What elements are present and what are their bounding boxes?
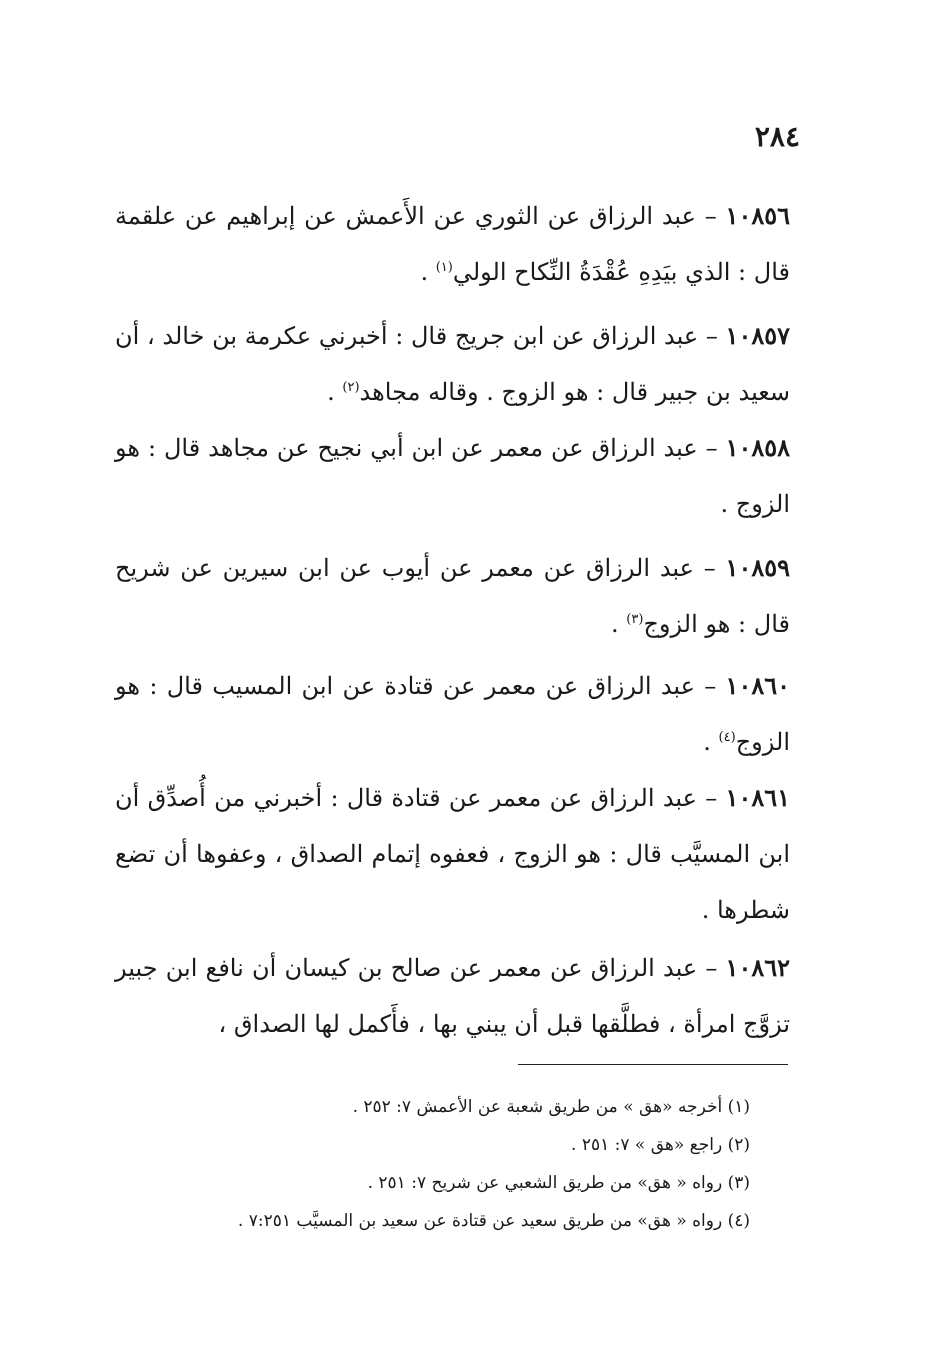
hadith-number: ١٠٨٦١ (725, 783, 790, 812)
dash: – (697, 954, 726, 982)
hadith-text: عبد الرزاق عن معمر عن صالح بن كيسان أن نافع ابن جبير تزوَّج امرأة ، فطلَّقها قبل أن يبني بها ، فأَكمل لها الصداق ، (115, 954, 790, 1038)
hadith-end: . (703, 728, 719, 756)
hadith-text: عبد الرزاق عن الثوري عن الأَعمش عن إبراهيم عن علقمة قال : الذي بيَدِهِ عُقْدَةُ النِّكاح الولي (115, 202, 790, 286)
hadith-entry (115, 420, 790, 532)
hadith-entry (115, 940, 790, 1052)
hadith-end: . (327, 378, 343, 406)
hadith-number: ١٠٨٦٠ (725, 671, 790, 700)
hadith-text: عبد الرزاق عن ابن جريج قال : أخبرني عكرمة بن خالد ، أن سعيد بن جبير قال : هو الزوج . وقاله مجاهد (115, 322, 790, 406)
hadith-entry (115, 658, 790, 770)
hadith-entry (115, 188, 790, 300)
footnote-item: (٢) راجع «هق » ٧: ٢٥١ . (571, 1135, 750, 1155)
hadith-entry (115, 540, 790, 652)
footnote-ref: (٤) (718, 730, 736, 745)
hadith-end: . (611, 610, 627, 638)
hadith-text: عبد الرزاق عن معمر عن أيوب عن ابن سيرين عن شريح قال : هو الزوج (115, 554, 790, 638)
hadith-number: ١٠٨٥٨ (725, 433, 791, 462)
footnote-item: (١) أخرجه «هق » من طريق شعبة عن الأعمش ٧: ٢٥٢ . (352, 1097, 750, 1117)
hadith-end: . (420, 258, 436, 286)
footnote-ref: (٣) (626, 612, 644, 627)
footnote-ref: (١) (435, 260, 453, 275)
page-number: ٢٨٤ (754, 120, 800, 153)
dash: – (696, 784, 726, 812)
dash: – (698, 322, 726, 350)
footnotes (160, 1088, 750, 1240)
hadith-entry (115, 308, 790, 420)
footnote-item: (٤) رواه « هق» من طريق سعيد عن قتادة عن سعيد بن المسيَّب ٧:٢٥١ . (237, 1211, 750, 1231)
footnote-item: (٣) رواه « هق» من طريق الشعبي عن شريح ٧: ٢٥١ . (367, 1173, 750, 1193)
hadith-number: ١٠٨٥٧ (725, 321, 790, 350)
hadith-text: عبد الرزاق عن معمر عن قتادة عن ابن المسيب قال : هو الزوج (115, 672, 790, 756)
footnote-ref: (٢) (342, 380, 360, 395)
hadith-entry (115, 770, 790, 938)
hadith-text: عبد الرزاق عن معمر عن قتادة قال : أخبرني من أُصدِّق أن ابن المسيَّب قال : هو الزوج ، فعفوه إتمام الصداق ، وعفوها أن تضع شطرها . (115, 784, 790, 924)
hadith-number: ١٠٨٥٩ (725, 553, 790, 582)
hadith-number: ١٠٨٥٦ (725, 201, 790, 230)
dash: – (694, 672, 726, 700)
dash: – (693, 554, 726, 582)
dash: – (697, 434, 726, 462)
dash: – (696, 202, 726, 230)
hadith-text: عبد الرزاق عن معمر عن ابن أبي نجيح عن مجاهد قال : هو الزوج . (115, 434, 790, 518)
footnote-divider (518, 1064, 788, 1065)
hadith-number: ١٠٨٦٢ (725, 953, 790, 982)
